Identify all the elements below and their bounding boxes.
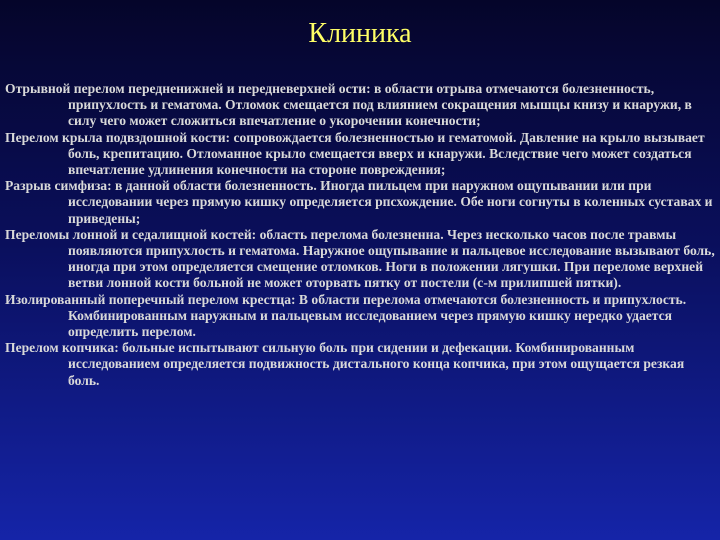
paragraph-sacrum-fracture: Изолированный поперечный перелом крестца: В области перелома отмечаются болезненность и припухлость. Комбинированным наружным и пальцевым исследованием через прямую кишку нередко удается определить перелом. [5, 291, 687, 340]
paragraph-pubic-ischial-fracture: Переломы лонной и седалищной костей: область перелома болезненна. Через несколько часов после травмы появляются припухлость и гематома. Наружное ощупывание и пальцевое исследование вызывают боль, иногда при этом определяется смещение отломков. Ноги в положении лягушки. При переломе верхней ветви лонной кости больной не может оторвать пятку от постели (с-м прилипшей пятки). [5, 226, 715, 291]
paragraph-avulsion-fracture: Отрывной перелом передненижней и передневерхней ости: в области отрыва отмечаются болезненность, припухлость и гематома. Отломок смещается под влиянием сокращения мышцы книзу и кнаружи, в силу чего может сложиться впечатление о укорочении конечности; [5, 81, 692, 129]
paragraph-symphysis-rupture: Разрыв симфиза: в данной области болезненность. Иногда пильцем при наружном ощупывании или при исследовании через прямую кишку определяется рпсхождение. Обе ноги согнуты в коленных суставах и приведены; [5, 178, 713, 226]
slide-title: Клиника [308, 18, 412, 49]
slide-body [5, 81, 715, 389]
paragraph-iliac-wing-fracture: Перелом крыла подвздошной кости: сопровождается болезненностью и гематомой. Давление на крыло вызывает боль, крепитацию. Отломанное крыло смещается вверх и кнаружи. Вследствие чего может создаться впечатление удлинения конечности на стороне повреждения; [5, 129, 705, 178]
paragraph-coccyx-fracture: Перелом копчика: больные испытывают сильную боль при сидении и дефекации. Комбинированным исследованием определяется подвижность дистального конца копчика, при этом ощущается резкая боль. [5, 340, 685, 388]
